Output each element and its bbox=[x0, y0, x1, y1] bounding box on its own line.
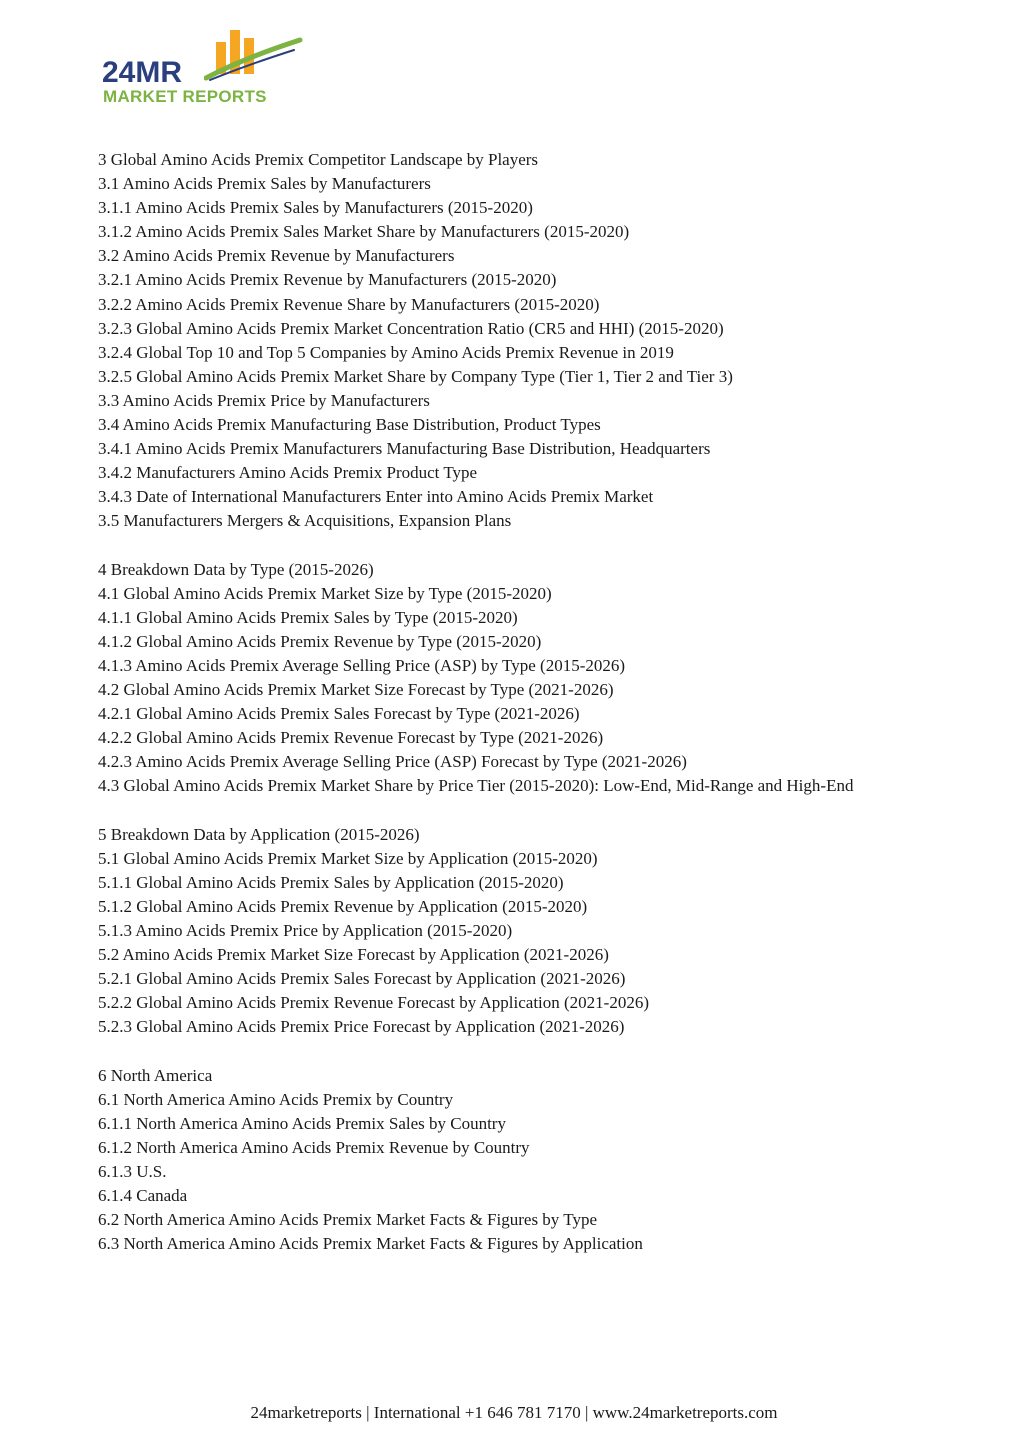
page-footer: 24marketreports | International +1 646 781 7170 | www.24marketreports.com bbox=[250, 1403, 778, 1422]
toc-entry: 3.1.1 Amino Acids Premix Sales by Manufacturers (2015-2020) bbox=[98, 198, 533, 218]
table-of-contents bbox=[98, 148, 938, 1280]
toc-entry: 3.4.3 Date of International Manufacturers Enter into Amino Acids Premix Market bbox=[98, 487, 654, 507]
toc-entry: 6.1.2 North America Amino Acids Premix Revenue by Country bbox=[98, 1137, 530, 1157]
toc-entry: 3.4.2 Manufacturers Amino Acids Premix Product Type bbox=[98, 463, 478, 483]
toc-entry: 6.3 North America Amino Acids Premix Market Facts & Figures by Application bbox=[98, 1234, 643, 1254]
logo-text-24mr: 24MR bbox=[102, 56, 183, 89]
toc-entry: 6.1.3 U.S. bbox=[98, 1161, 167, 1181]
toc-section bbox=[98, 558, 938, 799]
toc-entry: 4 Breakdown Data by Type (2015-2026) bbox=[98, 559, 374, 579]
toc-entry: 3.2.3 Global Amino Acids Premix Market Concentration Ratio (CR5 and HHI) (2015-2020) bbox=[98, 318, 724, 338]
toc-entry: 5.2.1 Global Amino Acids Premix Sales Forecast by Application (2021-2026) bbox=[98, 969, 626, 989]
toc-entry: 6.1.1 North America Amino Acids Premix Sales by Country bbox=[98, 1113, 506, 1133]
toc-entry: 4.2.1 Global Amino Acids Premix Sales Forecast by Type (2021-2026) bbox=[98, 704, 580, 724]
company-logo bbox=[100, 28, 310, 110]
toc-section bbox=[98, 1064, 938, 1257]
toc-entry: 3.2.1 Amino Acids Premix Revenue by Manufacturers (2015-2020) bbox=[98, 270, 557, 290]
toc-entry: 4.1.3 Amino Acids Premix Average Selling Price (ASP) by Type (2015-2026) bbox=[98, 655, 626, 675]
toc-entry: 5.1.3 Amino Acids Premix Price by Application (2015-2020) bbox=[98, 921, 513, 940]
toc-entry: 3.2.2 Amino Acids Premix Revenue Share by Manufacturers (2015-2020) bbox=[98, 294, 600, 314]
toc-entry: 3.2 Amino Acids Premix Revenue by Manufacturers bbox=[98, 246, 455, 266]
toc-entry: 6 North America bbox=[98, 1065, 213, 1085]
toc-entry: 3.2.4 Global Top 10 and Top 5 Companies by Amino Acids Premix Revenue in 2019 bbox=[98, 342, 674, 362]
toc-entry: 5.2.3 Global Amino Acids Premix Price Forecast by Application (2021-2026) bbox=[98, 1017, 625, 1037]
toc-entry: 4.1 Global Amino Acids Premix Market Size by Type (2015-2020) bbox=[98, 583, 552, 603]
toc-entry: 6.2 North America Amino Acids Premix Market Facts & Figures by Type bbox=[98, 1210, 597, 1230]
toc-entry: 4.2.2 Global Amino Acids Premix Revenue Forecast by Type (2021-2026) bbox=[98, 728, 604, 748]
toc-section bbox=[98, 823, 938, 1040]
toc-entry: 5.1.2 Global Amino Acids Premix Revenue by Application (2015-2020) bbox=[98, 896, 588, 916]
toc-entry: 6.1 North America Amino Acids Premix by Country bbox=[98, 1089, 454, 1109]
toc-section bbox=[98, 148, 938, 534]
toc-entry: 6.1.4 Canada bbox=[98, 1186, 188, 1206]
logo-text-market-reports: MARKET REPORTS bbox=[103, 87, 267, 106]
toc-entry: 5.1 Global Amino Acids Premix Market Size by Application (2015-2020) bbox=[98, 848, 598, 868]
toc-entry: 4.2 Global Amino Acids Premix Market Size Forecast by Type (2021-2026) bbox=[98, 680, 614, 700]
toc-entry: 4.1.2 Global Amino Acids Premix Revenue by Type (2015-2020) bbox=[98, 631, 542, 651]
toc-entry: 3.1 Amino Acids Premix Sales by Manufacturers bbox=[98, 174, 431, 194]
toc-entry: 5.2 Amino Acids Premix Market Size Forecast by Application (2021-2026) bbox=[98, 945, 609, 965]
toc-entry: 4.1.1 Global Amino Acids Premix Sales by Type (2015-2020) bbox=[98, 607, 518, 627]
toc-entry: 3.4.1 Amino Acids Premix Manufacturers Manufacturing Base Distribution, Headquarters bbox=[98, 439, 711, 459]
toc-entry: 3.3 Amino Acids Premix Price by Manufacturers bbox=[98, 390, 430, 410]
toc-entry: 3.1.2 Amino Acids Premix Sales Market Share by Manufacturers (2015-2020) bbox=[98, 222, 630, 242]
toc-entry: 5.1.1 Global Amino Acids Premix Sales by Application (2015-2020) bbox=[98, 872, 564, 892]
toc-entry: 4.3 Global Amino Acids Premix Market Share by Price Tier (2015-2020): Low-End, Mid-Range and High-End bbox=[98, 776, 854, 796]
toc-entry: 4.2.3 Amino Acids Premix Average Selling Price (ASP) Forecast by Type (2021-2026) bbox=[98, 752, 687, 772]
toc-entry: 5.2.2 Global Amino Acids Premix Revenue Forecast by Application (2021-2026) bbox=[98, 993, 650, 1013]
toc-entry: 3 Global Amino Acids Premix Competitor Landscape by Players bbox=[98, 150, 539, 169]
toc-entry: 3.4 Amino Acids Premix Manufacturing Base Distribution, Product Types bbox=[98, 415, 601, 435]
toc-entry: 5 Breakdown Data by Application (2015-2026) bbox=[98, 824, 420, 844]
toc-entry: 3.2.5 Global Amino Acids Premix Market Share by Company Type (Tier 1, Tier 2 and Tier 3) bbox=[98, 366, 733, 386]
toc-entry: 3.5 Manufacturers Mergers & Acquisitions, Expansion Plans bbox=[98, 511, 512, 531]
bar-chart-logo-icon bbox=[204, 28, 304, 84]
